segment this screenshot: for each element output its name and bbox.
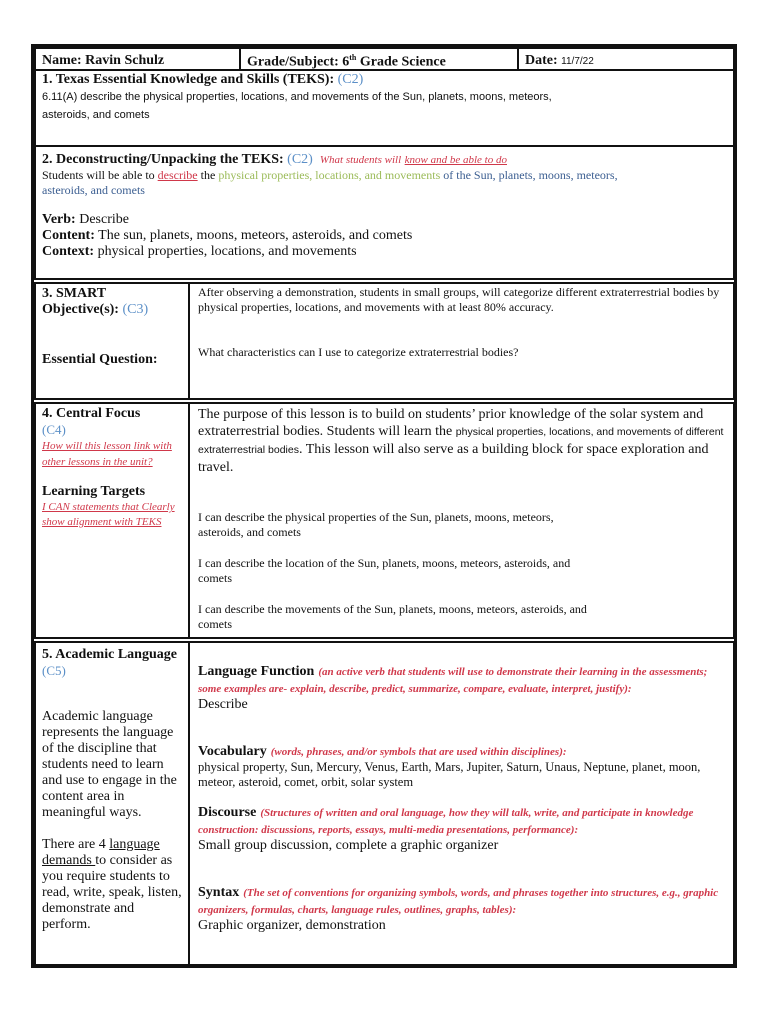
discourse-value: Small group discussion, complete a graphic organizer <box>198 838 499 853</box>
academic-language-label-cell <box>34 641 190 966</box>
context-label: Context: <box>42 244 95 259</box>
section-unpacking <box>34 145 735 280</box>
grade-value: Grade Science <box>356 54 446 70</box>
name-label: Name: <box>42 53 82 68</box>
smart-content-cell <box>188 282 735 400</box>
vocabulary-hint: (words, phrases, and/or symbols that are used within disciplines): <box>270 746 567 758</box>
date-label: Date: <box>525 53 558 68</box>
language-function-hint: (an active verb that students will use to demonstrate their learning in the assessments; some examples are- explain, describe, predict, summarize, compare, evaluate, interpret, justify): <box>198 666 708 695</box>
sentence-context: physical properties, locations, and movements <box>218 168 441 182</box>
syntax-hint: (The set of conventions for organizing symbols, words, and phrases together into structures, e.g., graphic organizers, formulas, charts, language rules, outlines, graphs, tables): <box>198 887 719 916</box>
content-value: The sun, planets, moons, meteors, asteroids, and comets <box>94 228 413 243</box>
learning-target: I can describe the physical properties of the Sun, planets, moons, meteors, asteroids, and comets <box>198 510 554 539</box>
vocabulary-value: physical property, Sun, Mercury, Venus, Earth, Mars, Jupiter, Saturn, Unaus, Neptune, planet, moon, meteor, asteroid, comet, orbit, solar system <box>198 760 701 789</box>
context-value: physical properties, locations, and movements <box>94 244 357 259</box>
essential-question: What characteristics can I use to categorize extraterrestrial bodies? <box>198 345 519 359</box>
unpacking-code: (C2) <box>287 152 313 167</box>
sentence-content: of the Sun, planets, moons, meteors, asteroids, and comets <box>42 168 618 197</box>
teks-text: 6.11(A) describe the physical properties, locations, and movements of the Sun, planets, moons, meteors, asteroids, and comets <box>42 91 552 121</box>
grade-sup: th <box>349 53 357 62</box>
central-focus-code: (C4) <box>42 422 66 437</box>
smart-code: (C3) <box>122 302 149 317</box>
grade-cell <box>239 47 519 71</box>
essential-question-label: Essential Question: <box>42 352 158 367</box>
learning-targets-hint: I CAN statements that Clearly show alignment with TEKS <box>42 501 175 528</box>
demands-text-end: to consider as you require students to read, write, speak, listen, demonstrate and perform. <box>42 853 182 932</box>
focus-text: The purpose of this lesson is to build on students’ prior knowledge of the solar system and extraterrestrial bodies. Students will learn the <box>198 407 704 439</box>
unpacking-hint-underlined: know and be able to do <box>404 154 507 166</box>
content-label: Content: <box>42 228 95 243</box>
syntax-value: Graphic organizer, demonstration <box>198 918 386 933</box>
language-function-value: Describe <box>198 697 248 712</box>
demands-underlined: language demands <box>42 837 160 868</box>
teks-code: (C2) <box>337 72 364 87</box>
language-function-label: Language Function <box>198 664 315 679</box>
learning-target: I can describe the movements of the Sun, planets, moons, meteors, asteroids, and comets <box>198 602 587 631</box>
central-focus-content-cell <box>188 402 735 639</box>
demands-text: There are 4 <box>42 837 110 852</box>
unpacking-title: 2. Deconstructing/Unpacking the TEKS: <box>42 152 284 167</box>
academic-language-title: 5. Academic Language <box>42 647 177 662</box>
name-cell <box>34 47 241 71</box>
date-cell <box>517 47 735 71</box>
sentence-the: the <box>197 168 219 182</box>
discourse-label: Discourse <box>198 805 257 820</box>
discourse-hint: (Structures of written and oral language, how they will talk, write, and participate in knowledge construction: discussions, reports, essays, multi-media presentations, performance): <box>198 807 694 836</box>
central-focus-hint: How will this lesson link with other lessons in the unit? <box>42 440 172 468</box>
unpacking-hint: What students will <box>319 154 402 166</box>
sentence-start: Students will be able to <box>42 168 158 182</box>
verb-value: Describe <box>75 212 129 227</box>
focus-emphasis: physical properties, locations, and movements of different extraterrestrial bodies <box>198 426 724 456</box>
section-teks <box>34 69 735 147</box>
academic-language-content-cell <box>188 641 735 966</box>
central-focus-label-cell <box>34 402 190 639</box>
teks-title: 1. Texas Essential Knowledge and Skills (TEKS): <box>42 72 335 87</box>
academic-language-code: (C5) <box>42 663 66 678</box>
learning-target: I can describe the location of the Sun, planets, moons, meteors, asteroids, and comets <box>198 556 571 585</box>
academic-language-description: Academic language represents the language of the discipline that students need to learn and use to engage in the content area in meaningful ways. <box>42 709 177 820</box>
smart-title: 3. SMART Objective(s): <box>42 286 119 317</box>
smart-objective: After observing a demonstration, students in small groups, will categorize different extraterrestrial bodies by physical properties, locations, and movements with at least 80% accuracy. <box>198 285 720 314</box>
syntax-label: Syntax <box>198 885 240 900</box>
learning-targets-title: Learning Targets <box>42 484 146 499</box>
central-focus-title: 4. Central Focus <box>42 406 141 421</box>
name-value: Ravin Schulz <box>85 53 165 68</box>
vocabulary-label: Vocabulary <box>198 744 267 759</box>
grade-label: Grade/Subject: 6 <box>247 54 350 70</box>
focus-text-end: . This lesson will also serve as a building block for space exploration and travel. <box>198 442 709 475</box>
verb-label: Verb: <box>42 212 76 227</box>
smart-label-cell <box>34 282 190 400</box>
date-value: 11/7/22 <box>561 56 594 67</box>
sentence-verb: describe <box>157 168 198 182</box>
